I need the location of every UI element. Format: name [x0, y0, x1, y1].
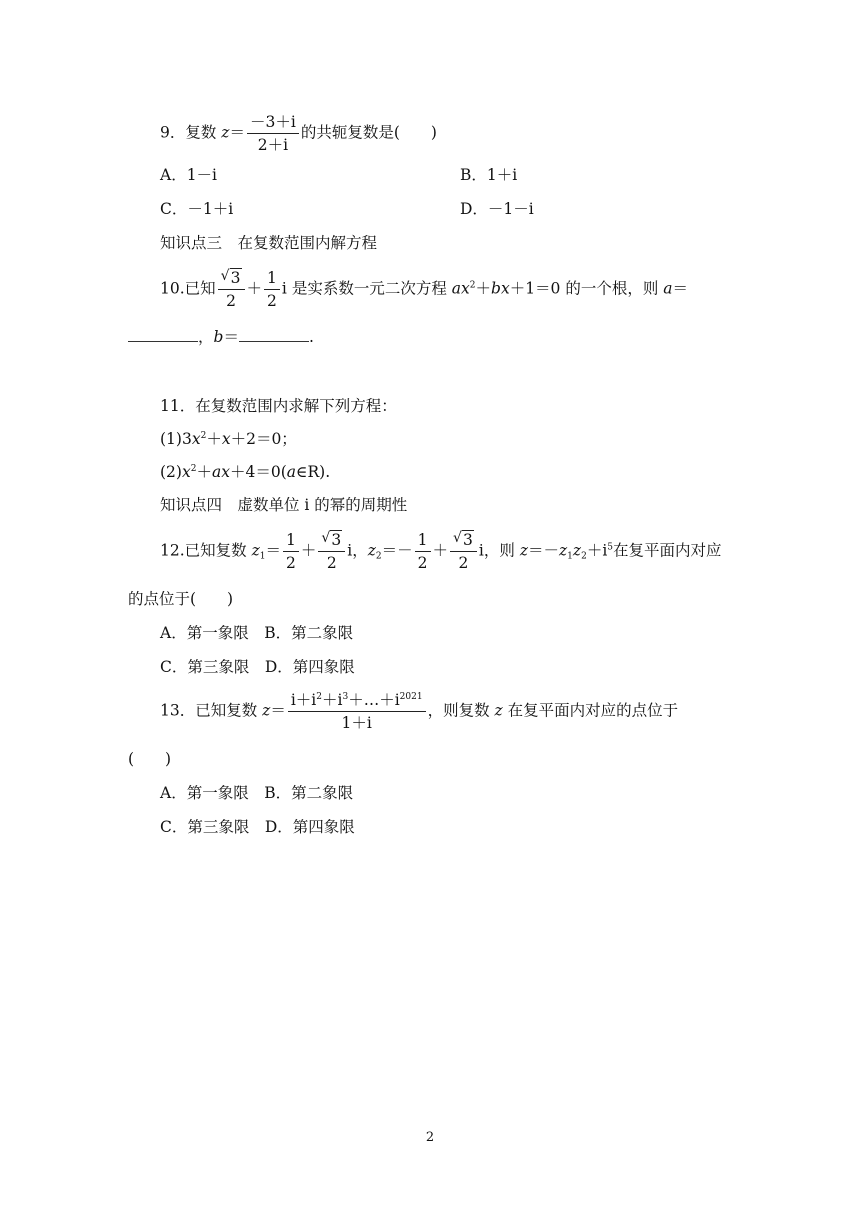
q13-options-row2: C．第三象限 D．第四象限 [160, 818, 355, 836]
q11-p1-sq: 2 [200, 431, 207, 441]
q13-exp-2021: 2021 [399, 692, 423, 702]
q10-stem [160, 268, 688, 311]
q12-i-comma: i， [347, 541, 368, 560]
q13-eq: ＝ [270, 701, 286, 720]
q11-p2-label: (2) [160, 463, 182, 481]
q11-p1-label: (1)3 [160, 430, 192, 448]
q10-fraction-1-over-2 [264, 268, 280, 311]
q13-suffix2: 在复平面内对应的点位于 [502, 701, 679, 720]
q12-frac-half-b [415, 530, 431, 573]
q10-b2: b [213, 328, 224, 346]
q9-prefix: 9．复数 [160, 123, 222, 142]
q10-a2: a [663, 279, 673, 298]
q13-stem [160, 690, 678, 733]
q10-sq: 2 [469, 280, 476, 291]
q10-num-one: 1 [264, 268, 280, 290]
q13-line2: ( ) [128, 750, 172, 768]
q12-line2: 的点位于( ) [128, 590, 234, 608]
q12-stem [160, 530, 722, 573]
q10-blank-b[interactable] [239, 327, 309, 342]
q10-coef-a: a [451, 279, 461, 298]
q11-p1-x: x [191, 430, 201, 448]
q13-suffix: ，则复数 [427, 701, 495, 720]
q12-neg: ＝－ [381, 541, 413, 560]
q10-plus-b: ＋ [475, 279, 491, 298]
q12-frac-b-den: 2 [326, 554, 337, 572]
q12-sub1: 1 [259, 551, 266, 562]
q12-frac-a-num: 1 [283, 530, 299, 552]
q12-prefix: 12.已知复数 [160, 541, 252, 560]
q10-plus: ＋ [246, 279, 263, 298]
q10-x2: x [500, 279, 510, 298]
q13-num-b: ＋i [322, 691, 343, 709]
q13-fraction [288, 690, 426, 733]
q10-den-two: 2 [267, 292, 277, 310]
q10-fraction-sqrt3-over-2: √ 3 2 [218, 268, 245, 311]
q10-prefix: 10.已知 [160, 279, 216, 298]
q13-numerator [288, 690, 426, 712]
q10-blank-a[interactable] [128, 327, 198, 342]
q13-options-row1: A．第一象限 B．第二象限 [160, 784, 354, 802]
q9-suffix: 的共轭复数是( ) [300, 123, 437, 142]
q12-z1b: z [559, 541, 568, 560]
q10-i: i [281, 279, 287, 298]
q12-i5-base: ＋i [586, 541, 608, 560]
q11-part-1 [160, 428, 297, 450]
q12-frac-half-a [283, 530, 299, 573]
q12-frac-d-den: 2 [458, 554, 469, 572]
q12-z2: z [367, 541, 376, 560]
q13-exp-3: 3 [342, 692, 349, 702]
q13-z: z [262, 701, 271, 720]
q12-i5-exp: 5 [607, 542, 614, 553]
q10-eq2: ＝ [223, 328, 239, 346]
page-number: 2 [425, 1130, 435, 1145]
q12-frac-a-den: 2 [286, 554, 296, 572]
q12-sqrt-a: 3 [331, 531, 342, 549]
q10-answer-line [128, 326, 314, 348]
q12-eq3: ＝－ [527, 541, 559, 560]
q13-z2: z [494, 701, 503, 720]
q11-p2-a: a [211, 463, 222, 481]
q9-option-c: C．－1＋i [160, 200, 234, 218]
q12-frac-c-den: 2 [417, 554, 428, 572]
q12-options-row2: C．第三象限 D．第四象限 [160, 658, 355, 676]
q9-option-b: B．1＋i [460, 166, 518, 184]
q13-num-c: ＋…＋i [348, 691, 400, 709]
q11-p2-a2: a [286, 463, 296, 481]
q11-p2-in: ∈R). [296, 463, 331, 481]
q12-then: i，则 [478, 541, 520, 560]
q10-eq: ＝ [672, 279, 689, 298]
q12-tail: 在复平面内对应 [613, 541, 722, 560]
q12-z1: z [251, 541, 260, 560]
q10-den: 2 [226, 292, 237, 310]
q11-stem: 11．在复数范围内求解下列方程： [160, 397, 397, 415]
q11-p1-plus: ＋ [206, 430, 222, 448]
q9-var-z: z [221, 123, 230, 142]
q11-p1-rest: ＋2＝0； [230, 430, 297, 448]
q12-sqrt-b: 3 [463, 531, 473, 549]
q11-p2-x2: x [221, 463, 230, 481]
q10-period: . [308, 328, 314, 346]
q9-option-d: D．－1－i [460, 200, 534, 218]
q13-prefix: 13．已知复数 [160, 701, 263, 720]
q12-options-row1: A．第一象限 B．第二象限 [160, 624, 354, 642]
q9-denominator: 2＋i [257, 136, 289, 154]
q11-p2-sq: 2 [190, 464, 197, 474]
q12-frac-sqrt3-a: √ 3 2 [318, 530, 345, 573]
q10-middle: 是实系数一元二次方程 [286, 279, 452, 298]
q12-sub2: 2 [375, 551, 382, 562]
q13-exp-2: 2 [316, 692, 322, 702]
q12-frac-c-num: 1 [415, 530, 431, 552]
q10-coef-b: b [491, 279, 501, 298]
section-heading-3: 知识点三 在复数范围内解方程 [160, 234, 378, 252]
q9-eq: ＝ [229, 123, 245, 142]
q11-p2-plus: ＋ [196, 463, 212, 481]
q13-denominator: 1＋i [341, 714, 372, 732]
q12-z2b: z [572, 541, 582, 560]
section-heading-4: 知识点四 虚数单位 i 的幂的周期性 [160, 496, 408, 514]
q12-plus-a: ＋ [300, 541, 317, 560]
q12-eq: ＝ [265, 541, 281, 560]
q10-rest: ＋1＝0 的一个根，则 [509, 279, 664, 298]
q12-plus-b: ＋ [432, 541, 449, 560]
q13-num-a: i＋i [290, 691, 317, 709]
q10-sqrt-arg: 3 [230, 269, 241, 287]
q10-x: x [461, 279, 470, 298]
q9-numerator: －3＋i [247, 112, 299, 134]
q11-p1-x2: x [221, 430, 231, 448]
q11-part-2 [160, 461, 330, 483]
q11-p2-rest: ＋4＝0( [229, 463, 287, 481]
q9-stem [160, 112, 437, 155]
q12-frac-sqrt3-b: √ 3 2 [450, 530, 477, 573]
q11-p2-x: x [181, 463, 191, 481]
q9-option-a: A．1－i [160, 166, 218, 184]
q12-z: z [519, 541, 528, 560]
q10-comma: ， [198, 328, 214, 346]
q12-sub2b: 2 [581, 551, 587, 562]
q9-fraction [247, 112, 299, 155]
q12-sub1b: 1 [567, 551, 573, 562]
